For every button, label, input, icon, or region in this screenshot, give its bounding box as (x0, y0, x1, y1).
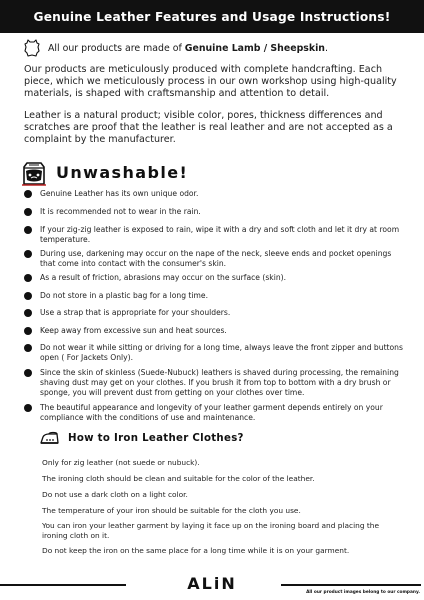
list-item: Genuine Leather has its own unique odor. (24, 189, 406, 199)
material-text: All our products are made of Genuine Lamb / Sheepskin. (48, 42, 328, 54)
ironing-heading (40, 429, 244, 447)
ironing-title: How to Iron Leather Clothes? (68, 432, 244, 444)
brand-logo: ALiN (187, 574, 237, 593)
unwashable-heading (20, 158, 188, 186)
bullet-dot (24, 190, 32, 198)
page-title: Genuine Leather Features and Usage Instructions! (33, 9, 391, 24)
list-item: Do not keep the iron on the same place for a long time while it is on your garment. (42, 546, 350, 555)
list-item: Keep away from excessive sun and heat sources. (24, 326, 406, 336)
material-note (22, 38, 412, 58)
page-title-bar (0, 0, 424, 33)
list-item: You can iron your leather garment by laying it face up on the ironing board and placing the ironing cloth on it. (42, 521, 380, 541)
washing-machine-icon (20, 158, 48, 186)
intro-paragraph-handcrafting: Our products are meticulously produced with complete handcrafting. Each piece, which we meticulously process in our own workshop using high-quality materials, is shaped with craftsmanship and attention to detail. (24, 64, 397, 100)
footer-divider-right (281, 584, 421, 586)
bullet-dot (24, 309, 32, 317)
bullet-dot (24, 274, 32, 282)
leather-hide-icon (22, 38, 42, 58)
bullet-dot (24, 208, 32, 216)
copyright-note: All our product images belong to our company. (306, 590, 420, 595)
bullet-dot (24, 369, 32, 377)
list-item: Since the skin of skinless (Suede-Nubuck) leathers is shaved during processing, the remaining shaving dust may get on your clothes. If you brush it from top to bottom with a dry brush or sponge, you will prevent dust from getting on your clothes over time. (24, 368, 406, 399)
list-item: During use, darkening may occur on the nape of the neck, sleeve ends and pocket openings that come into contact with the consumer's skin. (24, 249, 406, 269)
bullet-dot (24, 327, 32, 335)
list-item: The beautiful appearance and longevity of your leather garment depends entirely on your compliance with the conditions of use and maintenance. (24, 403, 406, 423)
intro-paragraph-natural-product: Leather is a natural product; visible color, pores, thickness differences and scratches are proof that the leather is real leather and are not accepted as a complaint by the manufacturer. (24, 110, 393, 146)
list-item: Do not wear it while sitting or driving for a long time, always leave the front zipper and buttons open ( For Jackets Only). (24, 343, 406, 363)
list-item: The ironing cloth should be clean and suitable for the color of the leather. (42, 474, 315, 483)
list-item: Use a strap that is appropriate for your shoulders. (24, 308, 406, 318)
bullet-dot (24, 250, 32, 258)
list-item: As a result of friction, abrasions may occur on the surface (skin). (24, 273, 406, 283)
list-item: Do not use a dark cloth on a light color. (42, 490, 188, 499)
list-item: Only for zig leather (not suede or nubuck). (42, 458, 200, 467)
unwashable-title: Unwashable! (56, 162, 189, 182)
list-item: It is recommended not to wear in the rain. (24, 207, 406, 217)
bullet-dot (24, 292, 32, 300)
bullet-dot (24, 344, 32, 352)
bullet-dot (24, 226, 32, 234)
list-item: If your zig-zig leather is exposed to rain, wipe it with a dry and soft cloth and let it dry at room temperature. (24, 225, 406, 245)
material-emphasis: Genuine Lamb / Sheepskin (184, 42, 325, 54)
list-item: The temperature of your iron should be suitable for the cloth you use. (42, 506, 301, 515)
bullet-dot (24, 404, 32, 412)
iron-icon (40, 431, 60, 445)
list-item: Do not store in a plastic bag for a long time. (24, 291, 406, 301)
